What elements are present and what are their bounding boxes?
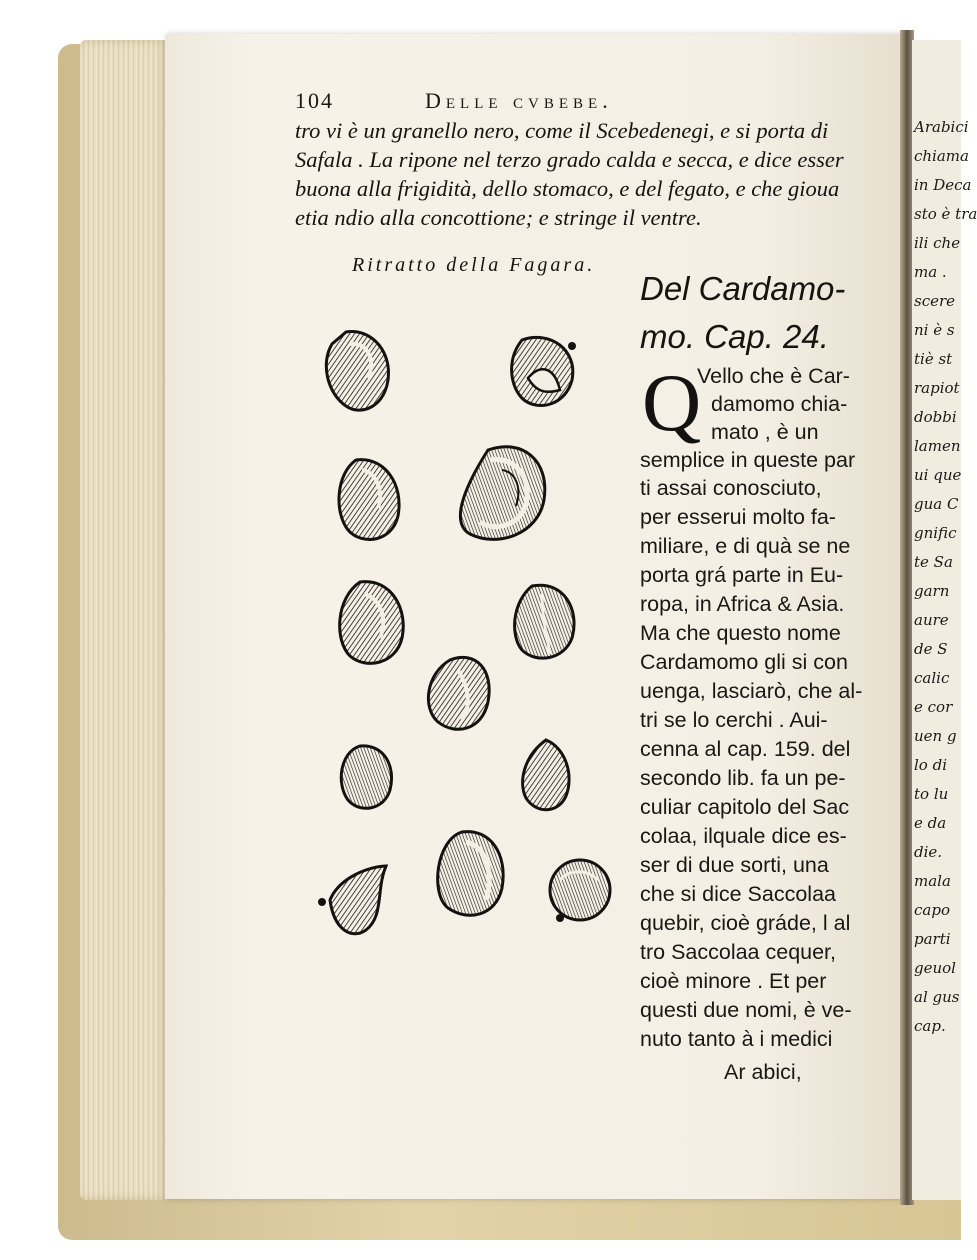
figure-caption: Ritratto della Fagara.	[352, 254, 596, 276]
facing-page-line: capo	[914, 901, 950, 919]
continuation-line: tro vi è un granello nero, come il Scebedenegi, e si porta di	[295, 118, 829, 143]
seed-1	[326, 332, 388, 411]
facing-page-line: e cor	[914, 698, 953, 716]
body-line: Vello che è Car-	[697, 364, 850, 388]
seed-7	[428, 657, 489, 729]
facing-page-line: ni è s	[914, 321, 955, 339]
facing-page-line: rapiot	[914, 379, 960, 397]
seed-9	[523, 740, 569, 810]
body-line: cioè minore . Et per	[640, 969, 827, 993]
facing-page-line: lo di	[914, 756, 947, 774]
facing-page-line: to lu	[914, 785, 949, 803]
body-line: tro Saccolaa cequer,	[640, 940, 837, 964]
facing-page-line: sto è tra	[914, 205, 977, 223]
body-line: ser di due sorti, una	[640, 853, 829, 877]
body-line: questi due nomi, è ve-	[640, 998, 852, 1022]
facing-page-line: ma .	[914, 263, 947, 281]
facing-page-line: mala	[914, 872, 951, 890]
body-line: mato , è un	[711, 420, 819, 444]
facing-page-line: die.	[914, 843, 943, 861]
body-line: ti assai conosciuto,	[640, 476, 822, 500]
facing-page-line: dobbi	[914, 408, 957, 426]
body-line: ropa, in Africa & Asia.	[640, 592, 845, 616]
facing-page-line: de S	[914, 640, 948, 658]
body-line: nuto tanto à i medici	[640, 1027, 833, 1051]
seed-10	[438, 832, 504, 916]
facing-page-line: chiama	[914, 147, 969, 165]
facing-page-line: tiè st	[914, 350, 953, 368]
body-line: tri se lo cerchi . Aui-	[640, 708, 828, 732]
body-line: che si dice Saccolaa	[640, 882, 836, 906]
body-line: uenga, lasciarò, che al-	[640, 679, 863, 703]
drop-cap: Q	[642, 357, 702, 448]
chapter-title-line-2: mo. Cap. 24.	[640, 318, 829, 355]
seed-3	[339, 460, 399, 540]
facing-page-line: ili che	[914, 234, 961, 252]
facing-page-line: cap.	[914, 1017, 946, 1035]
seed-11	[318, 866, 386, 934]
body-line: cenna al cap. 159. del	[640, 737, 851, 761]
body-line: Cardamomo gli si con	[640, 650, 848, 674]
page-number: 104	[295, 88, 334, 113]
facing-page-line: uen g	[914, 727, 957, 745]
facing-page-line: gnific	[914, 524, 957, 542]
continuation-line: etia ndio alla concottione; e stringe il ventre.	[295, 205, 702, 230]
seed-2	[512, 337, 576, 405]
body-line: quebir, cioè gráde, l al	[640, 911, 851, 935]
body-line: Ma che questo nome	[640, 621, 841, 645]
catchword: Ar abici,	[724, 1060, 802, 1084]
facing-page-line: aure	[914, 611, 949, 629]
facing-page-line: geuol	[914, 959, 956, 977]
facing-page-line: te Sa	[914, 553, 953, 571]
continuation-line: Safala . La ripone nel terzo grado calda e secca, e dice esser	[295, 147, 844, 172]
body-line: semplice in queste par	[640, 448, 856, 472]
facing-page-line: Arabici	[914, 118, 969, 136]
body-line: secondo lib. fa un pe-	[640, 766, 846, 790]
chapter-title-line-1: Del Cardamo-	[640, 270, 846, 307]
facing-page-line: al gus	[914, 988, 960, 1006]
facing-page-line: e da	[914, 814, 947, 832]
facing-page-line: garn	[914, 582, 950, 600]
body-line: damomo chia-	[711, 392, 848, 416]
running-title: Delle cvbebe.	[425, 88, 613, 113]
body-line: per esserui molto fa-	[640, 505, 836, 529]
page-edges	[80, 40, 170, 1200]
body-line: culiar capitolo del Sac	[640, 795, 850, 819]
continuation-line: buona alla frigidità, dello stomaco, e del fegato, e che gioua	[295, 176, 840, 201]
facing-page-line: lamen	[914, 437, 961, 455]
facing-page-line: calic	[914, 669, 950, 687]
seed-6	[515, 585, 574, 658]
body-line: colaa, ilquale dice es-	[640, 824, 847, 848]
body-line: miliare, e di quà se ne	[640, 534, 851, 558]
facing-page-line: scere	[914, 292, 956, 310]
seed-4	[460, 447, 544, 540]
facing-page-line: parti	[914, 930, 951, 948]
facing-page-line: gua C	[914, 495, 959, 513]
facing-page-line: ui que	[914, 466, 962, 484]
facing-page	[912, 40, 977, 1200]
seed-5	[340, 582, 404, 664]
body-line: porta grá parte in Eu-	[640, 563, 844, 587]
facing-page-line: in Deca	[914, 176, 972, 194]
fagara-woodcut	[310, 320, 630, 960]
seed-12	[550, 860, 610, 922]
seed-8	[341, 746, 391, 808]
